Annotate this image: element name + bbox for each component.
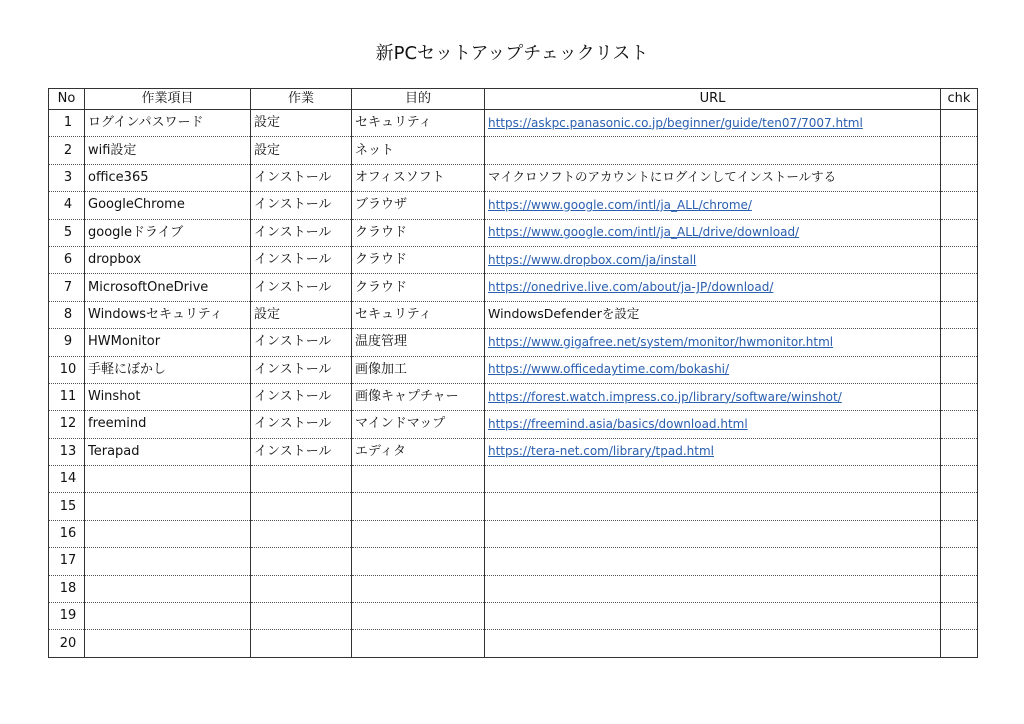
row-number: 9 (49, 329, 85, 356)
row-number: 17 (49, 548, 85, 575)
table-row (49, 466, 978, 493)
chk-cell[interactable] (941, 192, 978, 219)
purpose-cell: 温度管理 (352, 329, 485, 356)
work-item-cell (85, 630, 251, 657)
work-item-cell: Windowsセキュリティ (85, 301, 251, 328)
work-type-cell: インストール (251, 356, 352, 383)
url-cell[interactable] (485, 274, 941, 301)
row-number: 19 (49, 603, 85, 630)
url-link[interactable]: https://www.google.com/intl/ja_ALL/chrome/ (488, 197, 752, 212)
work-type-cell (251, 493, 352, 520)
work-item-cell: office365 (85, 164, 251, 191)
chk-cell[interactable] (941, 520, 978, 547)
work-item-cell (85, 493, 251, 520)
chk-cell[interactable] (941, 329, 978, 356)
chk-cell[interactable] (941, 137, 978, 164)
url-link[interactable]: https://tera-net.com/library/tpad.html (488, 444, 714, 459)
table-row (49, 411, 978, 438)
table-row (49, 630, 978, 657)
url-note: WindowsDefenderを設定 (488, 306, 640, 322)
row-number: 3 (49, 164, 85, 191)
checklist-table (48, 88, 978, 658)
work-type-cell (251, 466, 352, 493)
work-item-cell (85, 603, 251, 630)
url-cell[interactable] (485, 356, 941, 383)
purpose-cell: ブラウザ (352, 192, 485, 219)
url-cell[interactable] (485, 438, 941, 465)
work-type-cell: インストール (251, 246, 352, 273)
work-type-cell: インストール (251, 411, 352, 438)
work-item-cell: Winshot (85, 383, 251, 410)
chk-cell[interactable] (941, 603, 978, 630)
table-row (49, 329, 978, 356)
work-type-cell (251, 520, 352, 547)
page-title: 新PCセットアップチェックリスト (375, 43, 649, 64)
chk-cell[interactable] (941, 548, 978, 575)
chk-cell[interactable] (941, 164, 978, 191)
url-cell[interactable] (485, 411, 941, 438)
table-header-row (49, 89, 978, 110)
column-header-url: URL (485, 89, 941, 110)
work-item-cell (85, 520, 251, 547)
row-number: 20 (49, 630, 85, 657)
url-note: マイクロソフトのアカウントにログインしてインストールする (488, 169, 837, 185)
work-type-cell: インストール (251, 192, 352, 219)
purpose-cell (352, 548, 485, 575)
url-cell (485, 520, 941, 547)
chk-cell[interactable] (941, 438, 978, 465)
row-number: 5 (49, 219, 85, 246)
url-cell[interactable] (485, 110, 941, 137)
table-row (49, 137, 978, 164)
url-cell[interactable] (485, 383, 941, 410)
purpose-cell: クラウド (352, 246, 485, 273)
row-number: 13 (49, 438, 85, 465)
work-item-cell (85, 548, 251, 575)
chk-cell[interactable] (941, 274, 978, 301)
purpose-cell (352, 630, 485, 657)
url-cell (485, 137, 941, 164)
url-cell (485, 301, 941, 328)
row-number: 15 (49, 493, 85, 520)
work-type-cell (251, 630, 352, 657)
column-header-purpose: 目的 (352, 89, 485, 110)
chk-cell[interactable] (941, 383, 978, 410)
table-row (49, 219, 978, 246)
table-row (49, 603, 978, 630)
purpose-cell (352, 493, 485, 520)
work-type-cell: インストール (251, 219, 352, 246)
work-type-cell (251, 603, 352, 630)
column-header-no: No (49, 89, 85, 110)
table-row (49, 274, 978, 301)
table-row (49, 548, 978, 575)
table-body (49, 110, 978, 658)
work-type-cell: 設定 (251, 301, 352, 328)
row-number: 4 (49, 192, 85, 219)
url-link[interactable]: https://onedrive.live.com/about/ja-JP/download/ (488, 280, 774, 295)
url-link[interactable]: https://freemind.asia/basics/download.html (488, 416, 748, 431)
url-cell (485, 603, 941, 630)
purpose-cell: 画像加工 (352, 356, 485, 383)
table-row (49, 110, 978, 137)
work-type-cell (251, 575, 352, 602)
url-cell (485, 575, 941, 602)
url-link[interactable]: https://www.officedaytime.com/bokashi/ (488, 362, 730, 377)
purpose-cell (352, 466, 485, 493)
table-row (49, 246, 978, 273)
url-cell[interactable] (485, 246, 941, 273)
row-number: 18 (49, 575, 85, 602)
row-number: 2 (49, 137, 85, 164)
row-number: 11 (49, 383, 85, 410)
work-item-cell: wifi設定 (85, 137, 251, 164)
chk-cell[interactable] (941, 493, 978, 520)
chk-cell[interactable] (941, 110, 978, 137)
work-type-cell: インストール (251, 164, 352, 191)
url-cell (485, 466, 941, 493)
url-cell (485, 630, 941, 657)
purpose-cell: エディタ (352, 438, 485, 465)
purpose-cell: セキュリティ (352, 301, 485, 328)
purpose-cell: クラウド (352, 219, 485, 246)
work-item-cell: 手軽にぼかし (85, 356, 251, 383)
work-item-cell: Terapad (85, 438, 251, 465)
row-number: 16 (49, 520, 85, 547)
chk-cell[interactable] (941, 219, 978, 246)
work-item-cell: dropbox (85, 246, 251, 273)
row-number: 12 (49, 411, 85, 438)
work-item-cell: MicrosoftOneDrive (85, 274, 251, 301)
url-link[interactable]: https://www.gigafree.net/system/monitor/hwmonitor.html (488, 334, 834, 349)
work-item-cell (85, 466, 251, 493)
url-link[interactable]: https://www.dropbox.com/ja/install (488, 252, 697, 267)
purpose-cell: ネット (352, 137, 485, 164)
work-item-cell (85, 575, 251, 602)
work-type-cell (251, 548, 352, 575)
row-number: 14 (49, 466, 85, 493)
work-item-cell: ログインパスワード (85, 110, 251, 137)
table-row (49, 520, 978, 547)
table-row (49, 301, 978, 328)
purpose-cell (352, 575, 485, 602)
row-number: 6 (49, 246, 85, 273)
table-row (49, 356, 978, 383)
chk-cell[interactable] (941, 246, 978, 273)
purpose-cell: オフィスソフト (352, 164, 485, 191)
row-number: 10 (49, 356, 85, 383)
work-item-cell: freemind (85, 411, 251, 438)
url-link[interactable]: https://www.google.com/intl/ja_ALL/drive/download/ (488, 225, 800, 240)
url-link[interactable]: https://askpc.panasonic.co.jp/beginner/guide/ten07/7007.html (488, 115, 863, 130)
work-item-cell: GoogleChrome (85, 192, 251, 219)
url-cell[interactable] (485, 329, 941, 356)
url-link[interactable]: https://forest.watch.impress.co.jp/library/software/winshot/ (488, 389, 842, 404)
table-row (49, 575, 978, 602)
work-type-cell: インストール (251, 274, 352, 301)
work-item-cell: googleドライブ (85, 219, 251, 246)
work-type-cell: インストール (251, 438, 352, 465)
chk-cell[interactable] (941, 356, 978, 383)
table-row (49, 192, 978, 219)
url-cell (485, 164, 941, 191)
work-type-cell: 設定 (251, 110, 352, 137)
purpose-cell: 画像キャプチャー (352, 383, 485, 410)
table-row (49, 383, 978, 410)
purpose-cell (352, 603, 485, 630)
chk-cell[interactable] (941, 630, 978, 657)
url-cell[interactable] (485, 192, 941, 219)
chk-cell[interactable] (941, 466, 978, 493)
row-number: 8 (49, 301, 85, 328)
purpose-cell: クラウド (352, 274, 485, 301)
table-row (49, 438, 978, 465)
purpose-cell (352, 520, 485, 547)
chk-cell[interactable] (941, 411, 978, 438)
table-row (49, 164, 978, 191)
work-type-cell: 設定 (251, 137, 352, 164)
chk-cell[interactable] (941, 575, 978, 602)
purpose-cell: セキュリティ (352, 110, 485, 137)
purpose-cell: マインドマップ (352, 411, 485, 438)
row-number: 7 (49, 274, 85, 301)
row-number: 1 (49, 110, 85, 137)
work-type-cell: インストール (251, 383, 352, 410)
work-type-cell: インストール (251, 329, 352, 356)
table-row (49, 493, 978, 520)
column-header-work: 作業 (251, 89, 352, 110)
column-header-chk: chk (941, 89, 978, 110)
column-header-item: 作業項目 (85, 89, 251, 110)
url-cell[interactable] (485, 219, 941, 246)
chk-cell[interactable] (941, 301, 978, 328)
url-cell (485, 548, 941, 575)
url-cell (485, 493, 941, 520)
work-item-cell: HWMonitor (85, 329, 251, 356)
